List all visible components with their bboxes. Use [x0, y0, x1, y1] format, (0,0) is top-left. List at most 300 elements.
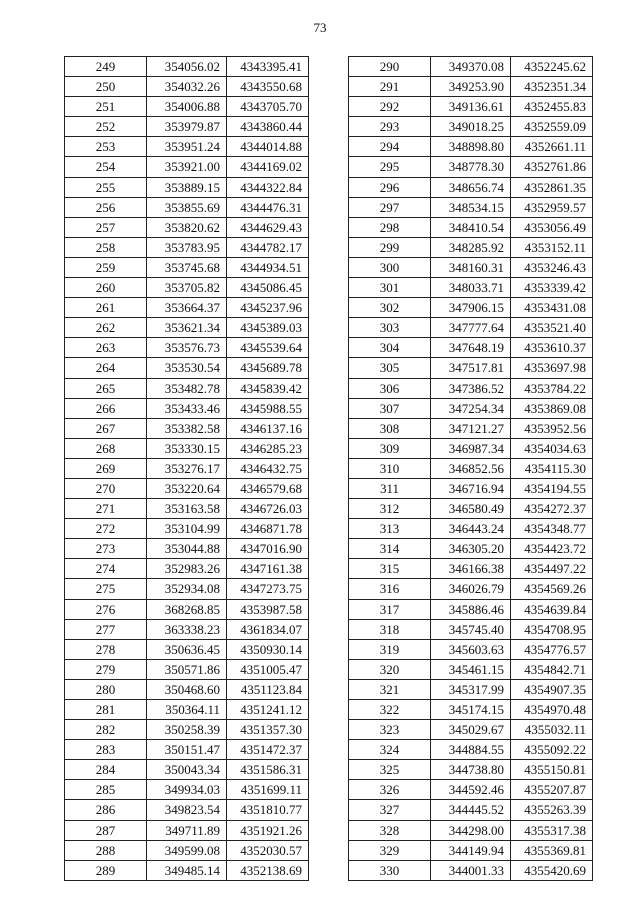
y-coordinate-cell: 4343705.70 [227, 97, 309, 117]
y-coordinate-cell: 4346726.03 [227, 499, 309, 519]
x-coordinate-cell: 345029.67 [431, 720, 511, 740]
y-coordinate-cell: 4355207.87 [511, 780, 593, 800]
table-row [65, 559, 309, 579]
table-row [65, 458, 309, 478]
table-row [349, 599, 593, 619]
point-number-cell: 298 [349, 217, 431, 237]
point-number-cell: 321 [349, 679, 431, 699]
point-number-cell: 299 [349, 237, 431, 257]
x-coordinate-cell: 349711.89 [147, 820, 227, 840]
point-number-cell: 285 [65, 780, 147, 800]
y-coordinate-cell: 4355420.69 [511, 860, 593, 880]
y-coordinate-cell: 4343860.44 [227, 117, 309, 137]
point-number-cell: 257 [65, 217, 147, 237]
x-coordinate-cell: 349599.08 [147, 840, 227, 860]
table-row [65, 237, 309, 257]
x-coordinate-cell: 350258.39 [147, 720, 227, 740]
point-number-cell: 328 [349, 820, 431, 840]
point-number-cell: 325 [349, 760, 431, 780]
x-coordinate-cell: 348160.31 [431, 257, 511, 277]
table-row [65, 478, 309, 498]
point-number-cell: 288 [65, 840, 147, 860]
x-coordinate-cell: 353220.64 [147, 478, 227, 498]
y-coordinate-cell: 4354639.84 [511, 599, 593, 619]
table-row [349, 137, 593, 157]
table-row [349, 217, 593, 237]
x-coordinate-cell: 353163.58 [147, 499, 227, 519]
table-row [349, 378, 593, 398]
table-row [65, 499, 309, 519]
table-row [65, 659, 309, 679]
x-coordinate-cell: 353276.17 [147, 458, 227, 478]
point-number-cell: 252 [65, 117, 147, 137]
y-coordinate-cell: 4347016.90 [227, 539, 309, 559]
y-coordinate-cell: 4353246.43 [511, 257, 593, 277]
point-number-cell: 289 [65, 860, 147, 880]
table-row [349, 539, 593, 559]
point-number-cell: 265 [65, 378, 147, 398]
table-row [349, 559, 593, 579]
table-row [349, 499, 593, 519]
y-coordinate-cell: 4345389.03 [227, 318, 309, 338]
point-number-cell: 261 [65, 298, 147, 318]
y-coordinate-cell: 4351005.47 [227, 659, 309, 679]
table-row [349, 780, 593, 800]
x-coordinate-cell: 353705.82 [147, 278, 227, 298]
point-number-cell: 303 [349, 318, 431, 338]
table-row [349, 298, 593, 318]
table-row [349, 639, 593, 659]
point-number-cell: 330 [349, 860, 431, 880]
point-number-cell: 278 [65, 639, 147, 659]
y-coordinate-cell: 4361834.07 [227, 619, 309, 639]
x-coordinate-cell: 350151.47 [147, 740, 227, 760]
x-coordinate-cell: 363338.23 [147, 619, 227, 639]
table-row [65, 77, 309, 97]
x-coordinate-cell: 353951.24 [147, 137, 227, 157]
table-row [65, 137, 309, 157]
coordinate-table-right [348, 56, 593, 881]
table-row [349, 278, 593, 298]
y-coordinate-cell: 4351241.12 [227, 700, 309, 720]
table-row [65, 57, 309, 77]
table-row [65, 619, 309, 639]
x-coordinate-cell: 347648.19 [431, 338, 511, 358]
y-coordinate-cell: 4353339.42 [511, 278, 593, 298]
table-row [349, 57, 593, 77]
point-number-cell: 260 [65, 278, 147, 298]
y-coordinate-cell: 4343550.68 [227, 77, 309, 97]
table-row [349, 77, 593, 97]
table-row [65, 217, 309, 237]
x-coordinate-cell: 353979.87 [147, 117, 227, 137]
y-coordinate-cell: 4351586.31 [227, 760, 309, 780]
y-coordinate-cell: 4352455.83 [511, 97, 593, 117]
x-coordinate-cell: 350364.11 [147, 700, 227, 720]
y-coordinate-cell: 4345689.78 [227, 358, 309, 378]
point-number-cell: 308 [349, 418, 431, 438]
table-row [349, 237, 593, 257]
table-row [65, 599, 309, 619]
table-row [65, 117, 309, 137]
x-coordinate-cell: 348656.74 [431, 177, 511, 197]
table-row [349, 860, 593, 880]
table-row [349, 438, 593, 458]
y-coordinate-cell: 4354497.22 [511, 559, 593, 579]
point-number-cell: 287 [65, 820, 147, 840]
y-coordinate-cell: 4347161.38 [227, 559, 309, 579]
table-row [65, 760, 309, 780]
y-coordinate-cell: 4354194.55 [511, 478, 593, 498]
y-coordinate-cell: 4345086.45 [227, 278, 309, 298]
point-number-cell: 291 [349, 77, 431, 97]
y-coordinate-cell: 4354842.71 [511, 659, 593, 679]
x-coordinate-cell: 353330.15 [147, 438, 227, 458]
y-coordinate-cell: 4344169.02 [227, 157, 309, 177]
y-coordinate-cell: 4354348.77 [511, 519, 593, 539]
point-number-cell: 292 [349, 97, 431, 117]
table-row [65, 338, 309, 358]
point-number-cell: 284 [65, 760, 147, 780]
y-coordinate-cell: 4352559.09 [511, 117, 593, 137]
table-row [65, 197, 309, 217]
point-number-cell: 327 [349, 800, 431, 820]
point-number-cell: 262 [65, 318, 147, 338]
point-number-cell: 268 [65, 438, 147, 458]
table-row [65, 579, 309, 599]
x-coordinate-cell: 349485.14 [147, 860, 227, 880]
point-number-cell: 279 [65, 659, 147, 679]
point-number-cell: 274 [65, 559, 147, 579]
x-coordinate-cell: 348778.30 [431, 157, 511, 177]
point-number-cell: 329 [349, 840, 431, 860]
x-coordinate-cell: 345317.99 [431, 679, 511, 699]
table-row [349, 820, 593, 840]
table-row [349, 579, 593, 599]
x-coordinate-cell: 352934.08 [147, 579, 227, 599]
x-coordinate-cell: 344149.94 [431, 840, 511, 860]
point-number-cell: 271 [65, 499, 147, 519]
point-number-cell: 286 [65, 800, 147, 820]
table-row [65, 157, 309, 177]
y-coordinate-cell: 4352030.57 [227, 840, 309, 860]
table-row [349, 398, 593, 418]
y-coordinate-cell: 4344476.31 [227, 197, 309, 217]
y-coordinate-cell: 4353952.56 [511, 418, 593, 438]
x-coordinate-cell: 354032.26 [147, 77, 227, 97]
x-coordinate-cell: 348898.80 [431, 137, 511, 157]
y-coordinate-cell: 4353521.40 [511, 318, 593, 338]
point-number-cell: 277 [65, 619, 147, 639]
point-number-cell: 307 [349, 398, 431, 418]
y-coordinate-cell: 4343395.41 [227, 57, 309, 77]
x-coordinate-cell: 344884.55 [431, 740, 511, 760]
point-number-cell: 272 [65, 519, 147, 539]
y-coordinate-cell: 4347273.75 [227, 579, 309, 599]
x-coordinate-cell: 350571.86 [147, 659, 227, 679]
x-coordinate-cell: 349823.54 [147, 800, 227, 820]
y-coordinate-cell: 4352761.86 [511, 157, 593, 177]
page-number: 73 [313, 20, 327, 35]
x-coordinate-cell: 350043.34 [147, 760, 227, 780]
y-coordinate-cell: 4352661.11 [511, 137, 593, 157]
point-number-cell: 259 [65, 257, 147, 277]
y-coordinate-cell: 4353056.49 [511, 217, 593, 237]
point-number-cell: 309 [349, 438, 431, 458]
point-number-cell: 302 [349, 298, 431, 318]
y-coordinate-cell: 4352351.34 [511, 77, 593, 97]
table-row [349, 700, 593, 720]
x-coordinate-cell: 347906.15 [431, 298, 511, 318]
table-row [349, 679, 593, 699]
point-number-cell: 323 [349, 720, 431, 740]
point-number-cell: 311 [349, 478, 431, 498]
y-coordinate-cell: 4353152.11 [511, 237, 593, 257]
y-coordinate-cell: 4354776.57 [511, 639, 593, 659]
point-number-cell: 313 [349, 519, 431, 539]
point-number-cell: 314 [349, 539, 431, 559]
table-row [349, 197, 593, 217]
y-coordinate-cell: 4353987.58 [227, 599, 309, 619]
y-coordinate-cell: 4350930.14 [227, 639, 309, 659]
point-number-cell: 310 [349, 458, 431, 478]
y-coordinate-cell: 4346137.16 [227, 418, 309, 438]
x-coordinate-cell: 350468.60 [147, 679, 227, 699]
x-coordinate-cell: 346443.24 [431, 519, 511, 539]
x-coordinate-cell: 353783.95 [147, 237, 227, 257]
table-row [65, 740, 309, 760]
point-number-cell: 280 [65, 679, 147, 699]
y-coordinate-cell: 4352245.62 [511, 57, 593, 77]
table-row [65, 438, 309, 458]
y-coordinate-cell: 4353431.08 [511, 298, 593, 318]
point-number-cell: 255 [65, 177, 147, 197]
y-coordinate-cell: 4351810.77 [227, 800, 309, 820]
table-row [65, 378, 309, 398]
x-coordinate-cell: 347517.81 [431, 358, 511, 378]
coordinate-table-left [64, 56, 309, 881]
table-row [349, 117, 593, 137]
point-number-cell: 316 [349, 579, 431, 599]
x-coordinate-cell: 344001.33 [431, 860, 511, 880]
table-row [349, 458, 593, 478]
x-coordinate-cell: 346305.20 [431, 539, 511, 559]
point-number-cell: 254 [65, 157, 147, 177]
table-row [349, 177, 593, 197]
point-number-cell: 319 [349, 639, 431, 659]
x-coordinate-cell: 348534.15 [431, 197, 511, 217]
y-coordinate-cell: 4355092.22 [511, 740, 593, 760]
x-coordinate-cell: 345886.46 [431, 599, 511, 619]
table-row [65, 820, 309, 840]
table-row [65, 177, 309, 197]
point-number-cell: 301 [349, 278, 431, 298]
point-number-cell: 324 [349, 740, 431, 760]
table-row [349, 840, 593, 860]
x-coordinate-cell: 353820.62 [147, 217, 227, 237]
point-number-cell: 293 [349, 117, 431, 137]
point-number-cell: 304 [349, 338, 431, 358]
x-coordinate-cell: 353889.15 [147, 177, 227, 197]
x-coordinate-cell: 346166.38 [431, 559, 511, 579]
table-row [349, 338, 593, 358]
x-coordinate-cell: 345461.15 [431, 659, 511, 679]
table-row [65, 97, 309, 117]
x-coordinate-cell: 347121.27 [431, 418, 511, 438]
table-row [65, 780, 309, 800]
y-coordinate-cell: 4352138.69 [227, 860, 309, 880]
x-coordinate-cell: 353530.54 [147, 358, 227, 378]
x-coordinate-cell: 353664.37 [147, 298, 227, 318]
x-coordinate-cell: 352983.26 [147, 559, 227, 579]
y-coordinate-cell: 4346432.75 [227, 458, 309, 478]
x-coordinate-cell: 344445.52 [431, 800, 511, 820]
x-coordinate-cell: 348285.92 [431, 237, 511, 257]
y-coordinate-cell: 4351921.26 [227, 820, 309, 840]
table-row [65, 257, 309, 277]
x-coordinate-cell: 345603.63 [431, 639, 511, 659]
x-coordinate-cell: 347254.34 [431, 398, 511, 418]
table-row [65, 679, 309, 699]
table-row [65, 418, 309, 438]
point-number-cell: 264 [65, 358, 147, 378]
point-number-cell: 318 [349, 619, 431, 639]
table-row [65, 298, 309, 318]
table-row [349, 740, 593, 760]
x-coordinate-cell: 349934.03 [147, 780, 227, 800]
x-coordinate-cell: 346716.94 [431, 478, 511, 498]
table-row [349, 619, 593, 639]
x-coordinate-cell: 353104.99 [147, 519, 227, 539]
table-row [65, 278, 309, 298]
point-number-cell: 322 [349, 700, 431, 720]
point-number-cell: 300 [349, 257, 431, 277]
y-coordinate-cell: 4344014.88 [227, 137, 309, 157]
point-number-cell: 306 [349, 378, 431, 398]
point-number-cell: 270 [65, 478, 147, 498]
y-coordinate-cell: 4351123.84 [227, 679, 309, 699]
point-number-cell: 320 [349, 659, 431, 679]
y-coordinate-cell: 4353784.22 [511, 378, 593, 398]
y-coordinate-cell: 4351357.30 [227, 720, 309, 740]
table-row [349, 418, 593, 438]
table-row [349, 478, 593, 498]
table-row [349, 659, 593, 679]
y-coordinate-cell: 4352861.35 [511, 177, 593, 197]
y-coordinate-cell: 4344782.17 [227, 237, 309, 257]
y-coordinate-cell: 4344934.51 [227, 257, 309, 277]
point-number-cell: 258 [65, 237, 147, 257]
y-coordinate-cell: 4355369.81 [511, 840, 593, 860]
point-number-cell: 251 [65, 97, 147, 117]
x-coordinate-cell: 344738.80 [431, 760, 511, 780]
y-coordinate-cell: 4344629.43 [227, 217, 309, 237]
x-coordinate-cell: 345745.40 [431, 619, 511, 639]
point-number-cell: 283 [65, 740, 147, 760]
x-coordinate-cell: 353576.73 [147, 338, 227, 358]
x-coordinate-cell: 348033.71 [431, 278, 511, 298]
y-coordinate-cell: 4354034.63 [511, 438, 593, 458]
x-coordinate-cell: 345174.15 [431, 700, 511, 720]
point-number-cell: 312 [349, 499, 431, 519]
y-coordinate-cell: 4353610.37 [511, 338, 593, 358]
y-coordinate-cell: 4354115.30 [511, 458, 593, 478]
y-coordinate-cell: 4346579.68 [227, 478, 309, 498]
y-coordinate-cell: 4346285.23 [227, 438, 309, 458]
y-coordinate-cell: 4345839.42 [227, 378, 309, 398]
y-coordinate-cell: 4353869.08 [511, 398, 593, 418]
point-number-cell: 249 [65, 57, 147, 77]
table-row [65, 318, 309, 338]
point-number-cell: 256 [65, 197, 147, 217]
y-coordinate-cell: 4354970.48 [511, 700, 593, 720]
y-coordinate-cell: 4354907.35 [511, 679, 593, 699]
x-coordinate-cell: 347777.64 [431, 318, 511, 338]
x-coordinate-cell: 368268.85 [147, 599, 227, 619]
y-coordinate-cell: 4345988.55 [227, 398, 309, 418]
x-coordinate-cell: 349136.61 [431, 97, 511, 117]
x-coordinate-cell: 353621.34 [147, 318, 227, 338]
x-coordinate-cell: 344592.46 [431, 780, 511, 800]
point-number-cell: 275 [65, 579, 147, 599]
x-coordinate-cell: 353433.46 [147, 398, 227, 418]
table-row [349, 720, 593, 740]
y-coordinate-cell: 4354708.95 [511, 619, 593, 639]
y-coordinate-cell: 4345237.96 [227, 298, 309, 318]
y-coordinate-cell: 4354569.26 [511, 579, 593, 599]
x-coordinate-cell: 353921.00 [147, 157, 227, 177]
table-row [65, 639, 309, 659]
y-coordinate-cell: 4352959.57 [511, 197, 593, 217]
y-coordinate-cell: 4355263.39 [511, 800, 593, 820]
table-row [349, 800, 593, 820]
y-coordinate-cell: 4354272.37 [511, 499, 593, 519]
table-row [65, 539, 309, 559]
table-row [65, 840, 309, 860]
point-number-cell: 295 [349, 157, 431, 177]
table-row [349, 318, 593, 338]
y-coordinate-cell: 4346871.78 [227, 519, 309, 539]
table-row [65, 720, 309, 740]
x-coordinate-cell: 349018.25 [431, 117, 511, 137]
y-coordinate-cell: 4354423.72 [511, 539, 593, 559]
table-row [349, 97, 593, 117]
table-row [349, 358, 593, 378]
x-coordinate-cell: 353482.78 [147, 378, 227, 398]
y-coordinate-cell: 4355032.11 [511, 720, 593, 740]
x-coordinate-cell: 350636.45 [147, 639, 227, 659]
x-coordinate-cell: 344298.00 [431, 820, 511, 840]
point-number-cell: 253 [65, 137, 147, 157]
table-row [349, 760, 593, 780]
point-number-cell: 250 [65, 77, 147, 97]
y-coordinate-cell: 4345539.64 [227, 338, 309, 358]
point-number-cell: 290 [349, 57, 431, 77]
x-coordinate-cell: 346026.79 [431, 579, 511, 599]
y-coordinate-cell: 4355150.81 [511, 760, 593, 780]
x-coordinate-cell: 353855.69 [147, 197, 227, 217]
x-coordinate-cell: 348410.54 [431, 217, 511, 237]
point-number-cell: 305 [349, 358, 431, 378]
x-coordinate-cell: 353044.88 [147, 539, 227, 559]
point-number-cell: 296 [349, 177, 431, 197]
table-row [349, 157, 593, 177]
table-row [65, 800, 309, 820]
x-coordinate-cell: 354056.02 [147, 57, 227, 77]
table-row [65, 700, 309, 720]
x-coordinate-cell: 354006.88 [147, 97, 227, 117]
x-coordinate-cell: 353745.68 [147, 257, 227, 277]
